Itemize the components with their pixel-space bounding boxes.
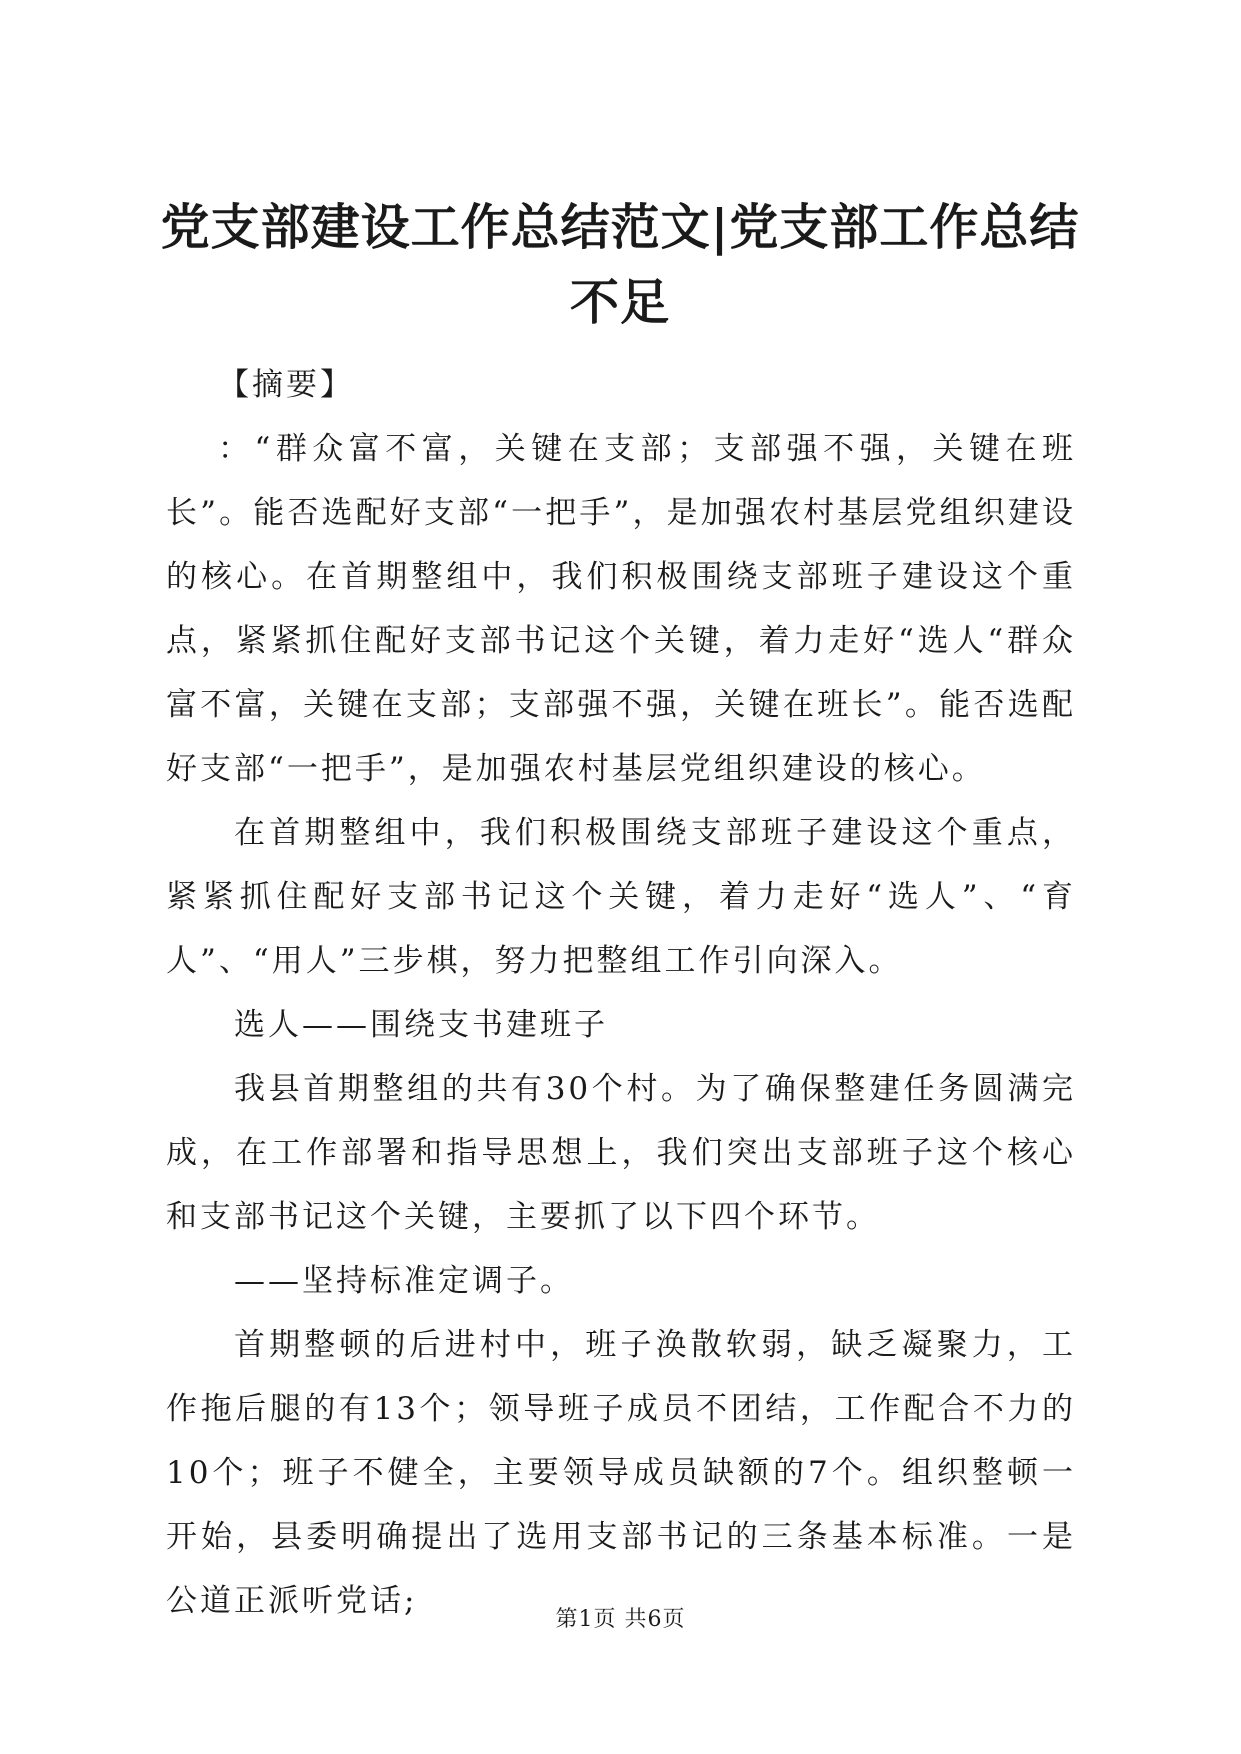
section-heading: ——坚持标准定调子。 [234, 1263, 574, 1299]
document-title: 党支部建设工作总结范文|党支部工作总结不足 [160, 198, 1080, 331]
page-footer: 第1页 共6页 [555, 1607, 686, 1632]
paragraph: 在首期整组中，我们积极围绕支部班子建设这个重点，紧紧抓住配好支部书记这个关键，着力走好“选人”、“育人”、“用人”三步棋，努力把整组工作引向深入。 [166, 815, 1076, 979]
paragraph: 我县首期整组的共有30个村。为了确保整建任务圆满完成，在工作部署和指导思想上，我们突出支部班子这个核心和支部书记这个关键，主要抓了以下四个环节。 [166, 1071, 1076, 1235]
abstract-heading: 【摘要】 [218, 367, 354, 403]
paragraph: 首期整顿的后进村中，班子涣散软弱，缺乏凝聚力，工作拖后腿的有13个；领导班子成员不团结，工作配合不力的10个；班子不健全，主要领导成员缺额的7个。组织整顿一开始，县委明确提出了选用支部书记的三条基本标准。一是公道正派听党话; [166, 1327, 1076, 1619]
paragraph: ：“群众富不富，关键在支部；支部强不强，关键在班长”。能否选配好支部“一把手”，是加强农村基层党组织建设的核心。在首期整组中，我们积极围绕支部班子建设这个重点，紧紧抓住配好支部书记这个关键，着力走好“选人“群众富不富，关键在支部；支部强不强，关键在班长”。能否选配好支部“一把手”，是加强农村基层党组织建设的核心。 [166, 431, 1076, 787]
document-body [166, 353, 1076, 1633]
section-heading: 选人——围绕支书建班子 [234, 1007, 608, 1043]
